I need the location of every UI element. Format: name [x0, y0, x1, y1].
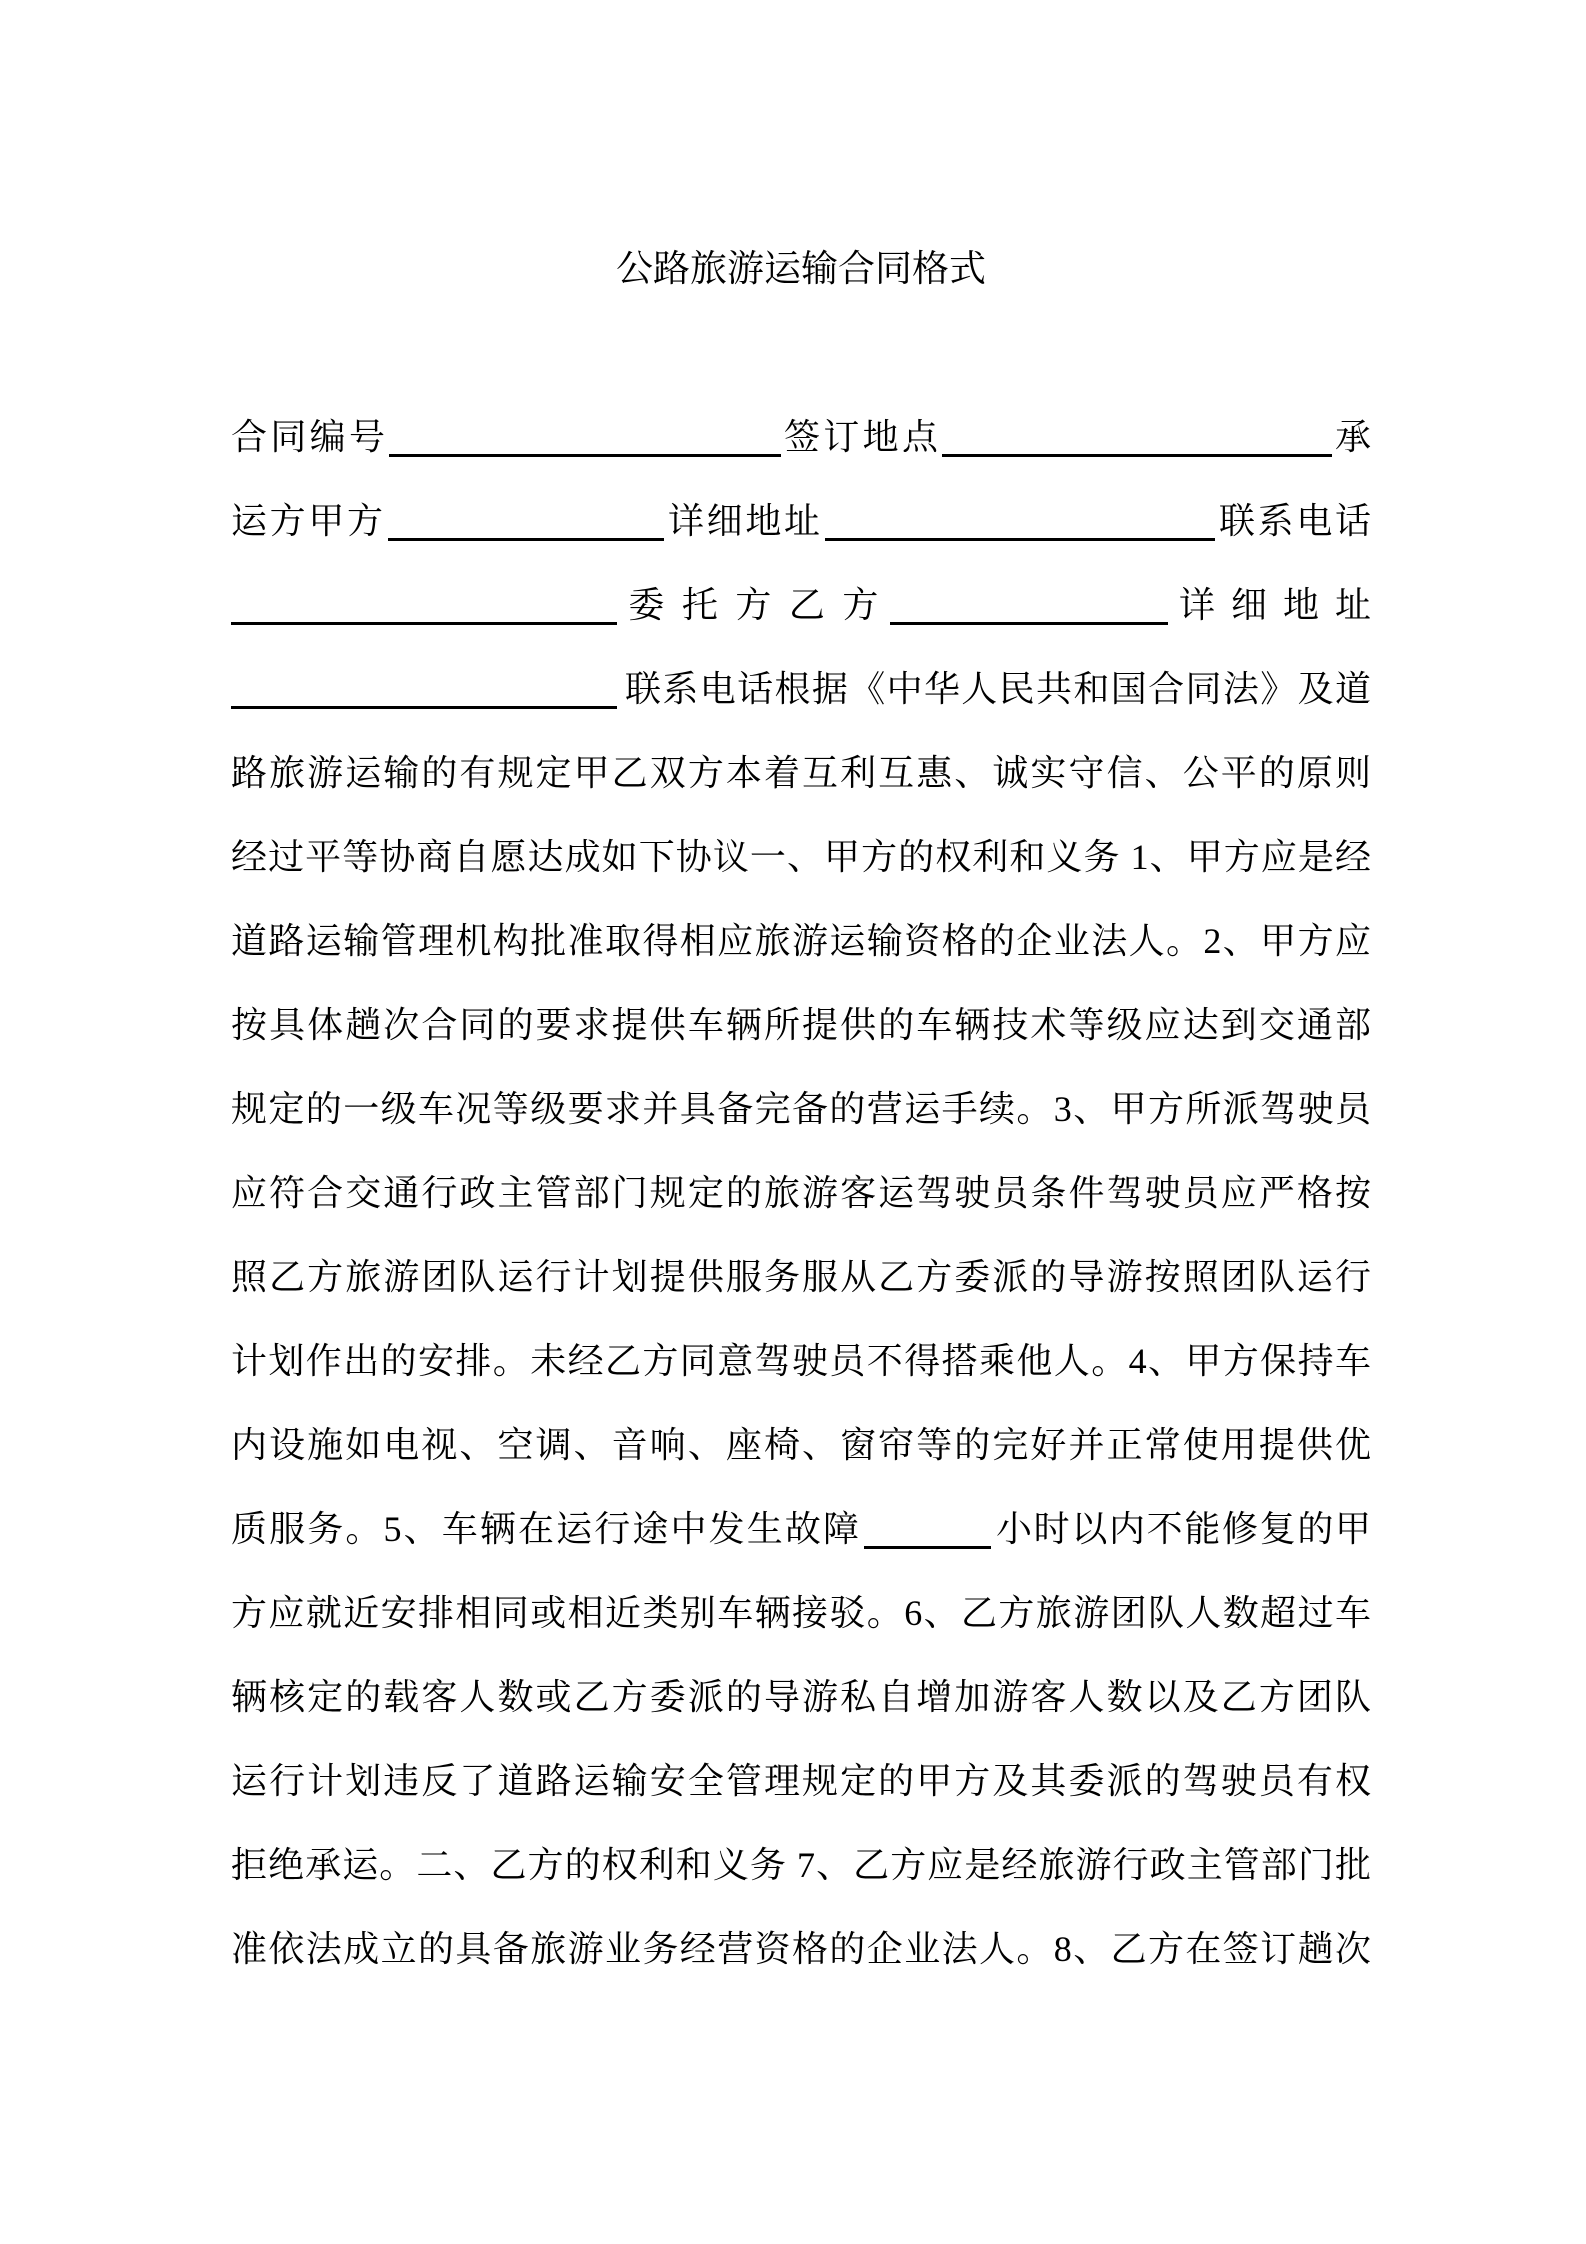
- party-a-label: 运方甲方: [231, 501, 383, 541]
- party-a-address-blank: [825, 501, 1215, 541]
- signing-place-blank: [942, 417, 1332, 457]
- text-line: 路旅游运输的有规定甲乙双方本着互利互惠、诚实守信、公平的原则: [231, 753, 1371, 793]
- party-b-label: 委 托 方 乙 方: [628, 585, 879, 625]
- text-line: 拒绝承运。二、乙方的权利和义务 7、乙方应是经旅游行政主管部门批: [231, 1845, 1371, 1885]
- party-b-blank: [890, 585, 1168, 625]
- text-line: 准依法成立的具备旅游业务经营资格的企业法人。8、乙方在签订趟次: [231, 1929, 1371, 1969]
- text-line: [231, 479, 1371, 563]
- text-segment: 联系电话根据《中华人民共和国合同法》及道: [625, 669, 1371, 709]
- text-line: [231, 563, 1371, 647]
- party-a-blank: [388, 501, 664, 541]
- text-segment: 承: [1335, 417, 1372, 457]
- text-line: [231, 395, 1371, 479]
- text-line: 规定的一级车况等级要求并具备完备的营运手续。3、甲方所派驾驶员: [231, 1089, 1371, 1129]
- text-segment: 质服务。5、车辆在运行途中发生故障: [231, 1509, 859, 1549]
- text-line: 道路运输管理机构批准取得相应旅游运输资格的企业法人。2、甲方应: [231, 921, 1371, 961]
- text-line: 照乙方旅游团队运行计划提供服务服从乙方委派的导游按照团队运行: [231, 1257, 1371, 1297]
- text-line: 方应就近安排相同或相近类别车辆接驳。6、乙方旅游团队人数超过车: [231, 1593, 1371, 1633]
- text-line: 内设施如电视、空调、音响、座椅、窗帘等的完好并正常使用提供优: [231, 1425, 1371, 1465]
- party-b-address-blank: [231, 669, 617, 709]
- signing-place-label: 签订地点: [784, 417, 938, 457]
- contract-number-blank: [389, 417, 781, 457]
- text-line: 应符合交通行政主管部门规定的旅游客运驾驶员条件驾驶员应严格按: [231, 1173, 1371, 1213]
- text-line: 辆核定的载客人数或乙方委派的导游私自增加游客人数以及乙方团队: [231, 1677, 1371, 1717]
- text-line: [231, 647, 1371, 731]
- contract-body: [231, 395, 1371, 1991]
- text-segment: 小时以内不能修复的甲: [996, 1509, 1371, 1549]
- party-b-address-label: 详 细 地 址: [1178, 585, 1371, 625]
- text-line: [231, 1487, 1371, 1571]
- text-line: 按具体趟次合同的要求提供车辆所提供的车辆技术等级应达到交通部: [231, 1005, 1371, 1045]
- party-a-phone-blank: [231, 585, 617, 625]
- party-a-address-label: 详细地址: [668, 501, 820, 541]
- text-line: 计划作出的安排。未经乙方同意驾驶员不得搭乘他人。4、甲方保持车: [231, 1341, 1371, 1381]
- document-title: 公路旅游运输合同格式: [616, 249, 986, 290]
- text-line: 经过平等协商自愿达成如下协议一、甲方的权利和义务 1、甲方应是经: [231, 837, 1371, 877]
- party-a-phone-label: 联系电话: [1219, 501, 1371, 541]
- fault-hours-blank: [864, 1509, 991, 1549]
- text-line: 运行计划违反了道路运输安全管理规定的甲方及其委派的驾驶员有权: [231, 1761, 1371, 1801]
- contract-number-label: 合同编号: [231, 417, 385, 457]
